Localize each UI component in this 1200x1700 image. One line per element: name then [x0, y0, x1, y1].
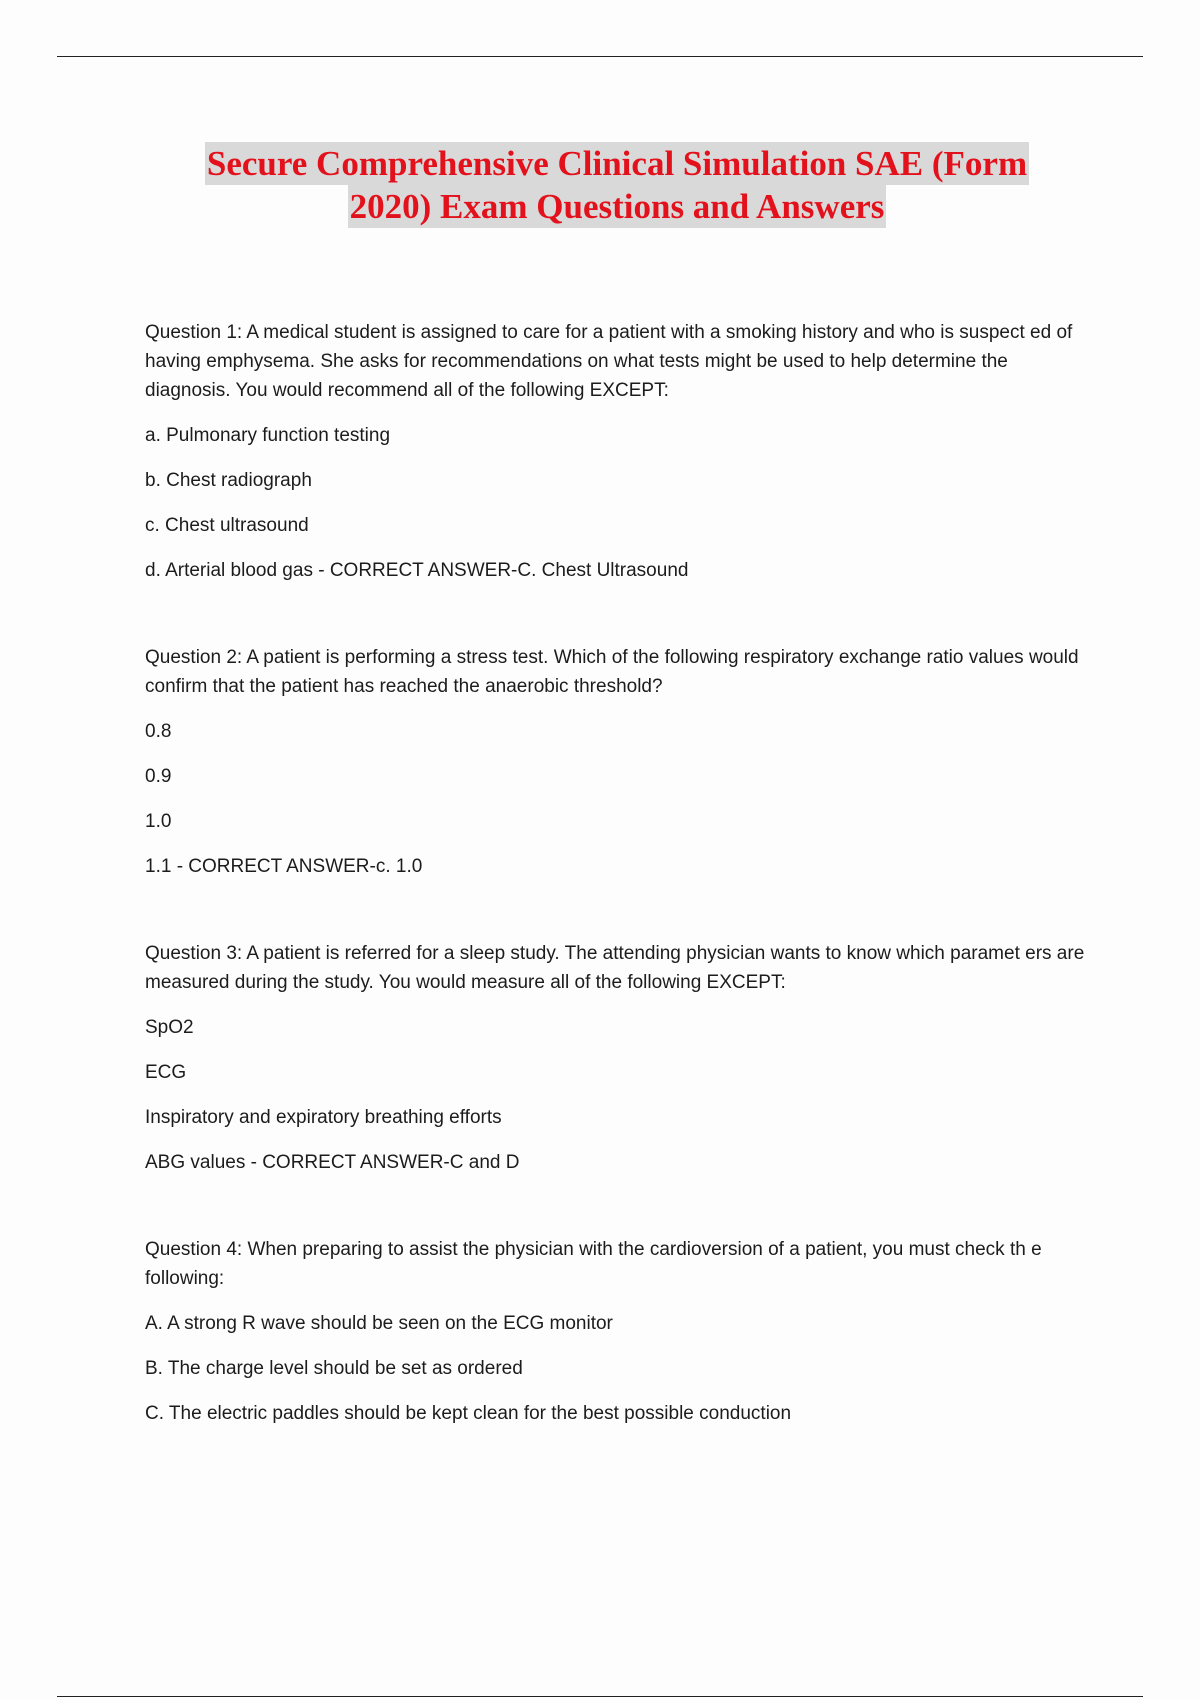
title-line-2: 2020) Exam Questions and Answers: [349, 187, 885, 226]
spacer: [145, 897, 1090, 939]
title-line-1: Secure Comprehensive Clinical Simulation SAE (Form: [206, 144, 1028, 183]
question-block-4: [145, 1235, 1090, 1428]
answer-option: Inspiratory and expiratory breathing efforts: [145, 1107, 502, 1128]
answer-option: 1.1 - CORRECT ANSWER-c. 1.0: [145, 856, 423, 877]
question-text: Question 1: A medical student is assigned to care for a patient with a smoking history and who is suspect ed of having emphysema. She asks for recommendations on what tests might be used to help determine the diagnosis. You would recommend all of the following EXCEPT:: [145, 322, 1073, 401]
spacer: [145, 1193, 1090, 1235]
answer-option: 1.0: [145, 811, 172, 832]
answer-option: b. Chest radiograph: [145, 470, 312, 491]
footer-rule: [57, 1696, 1143, 1697]
answer-option: B. The charge level should be set as ordered: [145, 1358, 523, 1379]
answer-option: 0.9: [145, 766, 172, 787]
question-text: Question 4: When preparing to assist the physician with the cardioversion of a patient, you must check th e following:: [145, 1239, 1042, 1289]
answer-option: C. The electric paddles should be kept clean for the best possible conduction: [145, 1403, 792, 1424]
answer-option: d. Arterial blood gas - CORRECT ANSWER-C. Chest Ultrasound: [145, 560, 689, 581]
answer-option: ABG values - CORRECT ANSWER-C and D: [145, 1152, 520, 1173]
page-title: [0, 142, 1200, 228]
answer-option: ECG: [145, 1062, 187, 1083]
answer-option: 0.8: [145, 721, 172, 742]
question-text: Question 3: A patient is referred for a sleep study. The attending physician wants to know which paramet ers are measured during the study. You would measure all of the following EXCEPT:: [145, 943, 1085, 993]
answer-option: A. A strong R wave should be seen on the ECG monitor: [145, 1313, 613, 1334]
question-text: Question 2: A patient is performing a stress test. Which of the following respiratory exchange ratio values would confirm that the patient has reached the anaerobic threshold?: [145, 647, 1079, 697]
question-block-3: [145, 939, 1090, 1177]
answer-option: SpO2: [145, 1017, 194, 1038]
header-rule: [57, 56, 1143, 57]
spacer: [145, 601, 1090, 643]
answer-option: a. Pulmonary function testing: [145, 425, 391, 446]
question-block-1: [145, 318, 1090, 585]
answer-option: c. Chest ultrasound: [145, 515, 309, 536]
question-block-2: [145, 643, 1090, 881]
question-list: [145, 318, 1090, 1444]
